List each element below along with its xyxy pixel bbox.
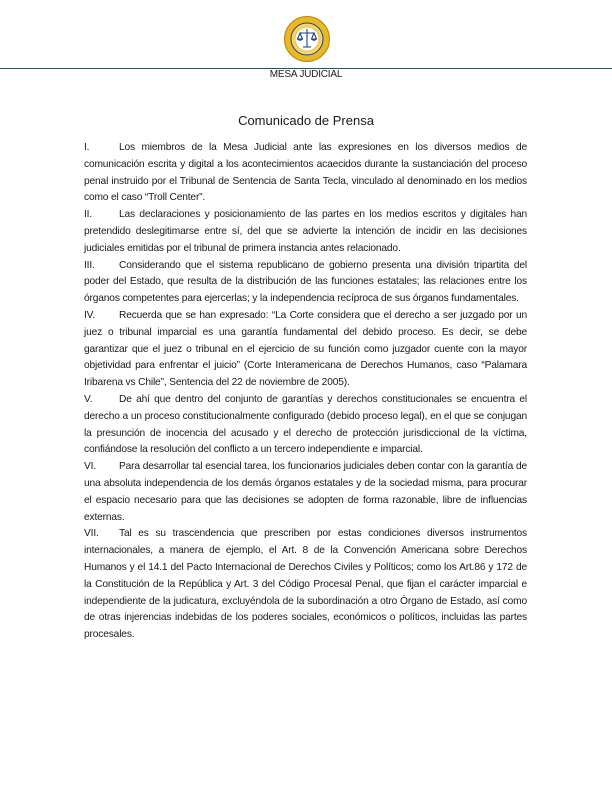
paragraph-text: Tal es su trascendencia que prescriben por estas condiciones diversos instrumentos internacionales, a manera de ejemplo, el Art. 8 de la Convención Americana sobre Derechos Humanos y el 14.1 del Pacto Internacional de Derechos Civiles y Políticos; como los Art.86 y 172 de la Constitución de la República y Art. 3 del Código Procesal Penal, que fijan el carácter imparcial e independiente de la judicatura, excluyéndola de la subordinación a otro Órgano de Estado, así como de otras injerencias indebidas de los poderes sociales, económicos o políticos, incluidas las partes procesales. bbox=[84, 528, 527, 641]
press-release-body bbox=[84, 140, 527, 644]
document-title: Comunicado de Prensa bbox=[238, 113, 374, 128]
paragraph-number: I. bbox=[84, 142, 90, 153]
paragraph-5 bbox=[84, 392, 527, 459]
paragraph-number: V. bbox=[84, 393, 93, 405]
paragraph-text: Los miembros de la Mesa Judicial ante las expresiones en los diversos medios de comunicación escrita y digital a los acontecimientos acaecidos durante la sustanciación del proceso penal instruido por el Tribunal de Sentencia de Santa Tecla, vinculado al denominado en los medios como el caso “Troll Center”. bbox=[84, 142, 527, 204]
paragraph-1 bbox=[84, 140, 527, 207]
paragraph-7 bbox=[84, 526, 527, 644]
paragraph-text: Para desarrollar tal esencial tarea, los funcionarios judiciales deben contar con la garantía de una absoluta independencia de los demás órganos estatales y de la sociedad misma, para procurar el espacio necesario para que las decisiones se adopten de forma razonable, libre de influencias externas. bbox=[84, 461, 527, 523]
paragraph-2 bbox=[84, 207, 527, 257]
paragraph-number: II. bbox=[84, 209, 93, 221]
mesa-judicial-label: MESA JUDICIAL bbox=[269, 69, 343, 80]
paragraph-number: IV. bbox=[84, 309, 96, 321]
paragraph-text: De ahí que dentro del conjunto de garantías y derechos constitucionales se encuentra el derecho a un proceso constitucionalmente configurado (debido proceso legal), en el que se conjugan la presunción de inocencia del acusado y el derecho de protección jurisdiccional de la víctima, confiándose la resolución del conflicto a un tercero independiente e imparcial. bbox=[84, 393, 527, 456]
paragraph-number: VII. bbox=[84, 528, 99, 540]
paragraph-text: Considerando que el sistema republicano de gobierno presenta una división tripartita del poder del Estado, que resulta de la distribución de las funciones estatales; las relaciones entre los órganos competentes para ejercerlas; y la independencia recíproca de sus órganos fundamentales. bbox=[84, 259, 527, 305]
paragraph-number: VI. bbox=[84, 461, 97, 473]
paragraph-4 bbox=[84, 308, 527, 392]
paragraph-text: Las declaraciones y posicionamiento de las partes en los medios escritos y digitales han pretendido deslegitimarse entre sí, del que se advierte la intención de incidir en las decisiones judiciales emitidas por el tribunal de primera instancia antes relacionado. bbox=[84, 209, 527, 254]
organo-judicial-seal-logo bbox=[284, 16, 330, 62]
paragraph-6 bbox=[84, 459, 527, 526]
paragraph-number: III. bbox=[84, 259, 95, 271]
paragraph-3 bbox=[84, 258, 527, 308]
paragraph-text: Recuerda que se han expresado: “La Corte considera que el derecho a ser juzgado por un juez o tribunal imparcial es una garantía fundamental del debido proceso. Es decir, se debe garantizar que el juez o tribunal en el ejercicio de su función como juzgador cuente con la mayor objetividad para enfrentar el juicio” (Corte Interamericana de Derechos Humanos, caso “Palamara Iribarena vs Chile”, Sentencia del 22 de noviembre de 2005). bbox=[84, 309, 527, 389]
